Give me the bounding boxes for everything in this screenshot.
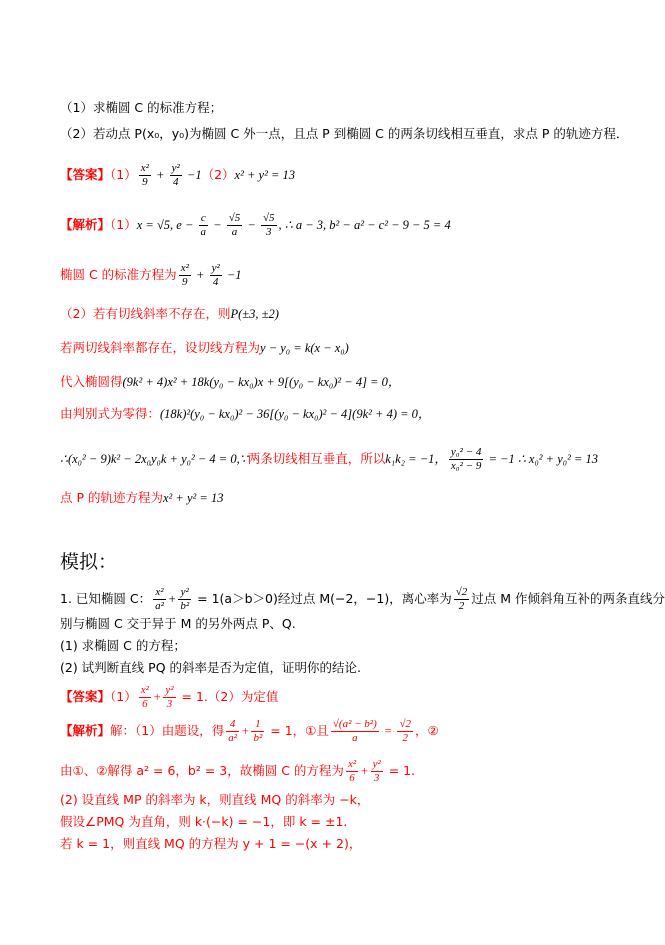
analysis-part-1: （1） xyxy=(110,217,137,232)
case-line: 若 k = 1，则直线 MQ 的方程为 y + 1 = −(x + 2)， xyxy=(60,836,362,851)
discriminant-text: 由判别式为零得： xyxy=(60,406,161,421)
answer-tag-2: 【答案】 xyxy=(60,689,111,704)
fraction-r5-a: $\frac{√5}{a}$ xyxy=(228,212,241,238)
locus-text: 点 P 的轨迹方程为 xyxy=(60,490,163,505)
answer-1-end: −1 xyxy=(183,168,202,182)
analysis-2-part-1: 解：（1）由题设，得 xyxy=(110,723,225,738)
fraction-y2-b2: $\frac{\text{y²}}{\text{b²}}$ xyxy=(180,586,190,612)
answer-line-1 xyxy=(60,162,608,189)
fraction-c-a: $\frac{c}{a}$ xyxy=(200,212,207,238)
perpendicular-text: 两条切线相互垂直，所以 xyxy=(247,451,386,466)
fraction-r5-3: $\frac{√5}{3}$ xyxy=(262,212,275,238)
fraction-r2-2: $\frac{√2}{2}$ xyxy=(455,586,468,612)
problem-2-condition: = 1(a＞b＞0)经过点 M(−2，−1)，离心率为 xyxy=(193,591,452,606)
analysis-2-part-b: = 1，①且 xyxy=(266,723,329,738)
slope-line: (2) 设直线 MP 的斜率为 k，则直线 MQ 的斜率为 −k， xyxy=(60,792,370,807)
fraction-4-a2: $\frac{4}{\text{a²}}$ xyxy=(228,718,238,744)
plus-sign: + xyxy=(152,168,168,182)
problem-2-line-1: 1. 已知椭圆 C： $\frac{\text{x²}}{\text{a²}}$ + $\frac{\text{y²}}{\text{b²}}$ = 1(a＞b＞0)经过点 M(−2，−1)，离心率为 $\frac{√2}{2}$ 过点 M 作倾斜角互补的两条直线分 xyxy=(60,586,665,612)
analysis-tag-2: 【解析】 xyxy=(60,723,111,738)
both-slope-line xyxy=(60,338,608,358)
locus-line xyxy=(60,488,608,508)
problem-2-q2: (2) 试判断直线 PQ 的斜率是否为定值，证明你的结论. xyxy=(60,660,361,675)
no-slope-line xyxy=(60,304,608,324)
fraction-x2-9: $\frac{\text{x²}}{9}$ xyxy=(140,162,149,188)
both-slope-text: 若两切线斜率都存在，设切线方程为 xyxy=(60,340,261,355)
fraction-locus: $\frac{\text{y₀² − 4}}{\text{x₀² − 9}}$ xyxy=(450,446,482,472)
std-label: 椭圆 C 的标准方程为 xyxy=(60,267,177,282)
question-1: （1）求椭圆 C 的标准方程； xyxy=(60,100,223,115)
substitute-equation: (9k² + 4)x² + 18k(y₀ − kx₀)x + 9[(y₀ − kx₀)² − 4] = 0， xyxy=(122,375,401,389)
minus-sign-2: − xyxy=(244,218,259,232)
fraction-y2-3: $\frac{\text{y²}}{3}$ xyxy=(165,684,174,710)
answer-part-2: （2） xyxy=(201,167,235,182)
problem-2-start: 1. 已知椭圆 C： xyxy=(60,591,152,606)
answer-tag: 【答案】 xyxy=(60,167,111,182)
analysis-tag: 【解析】 xyxy=(60,217,111,232)
problem-2-end: 过点 M 作倾斜角互补的两条直线分 xyxy=(471,591,665,606)
locus-equation: x² + y² = 13 xyxy=(163,491,224,505)
therefore-equation: ∴(x₀² − 9)k² − 2x₀y₀k + y₀² − 4 = 0,∵ xyxy=(60,452,248,466)
assume-line: 假设∠PMQ 为直角，则 k·(−k) = −1，即 k = ±1. xyxy=(60,814,348,829)
analysis-eq-a: x = √5, e − xyxy=(136,218,197,232)
solve-end: = 1. xyxy=(384,763,416,778)
fraction-x2-6-b: $\frac{\text{x²}}{6}$ xyxy=(347,758,357,784)
question-2: （2）若动点 P(x₀，y₀)为椭圆 C 外一点，且点 P 到椭圆 C 的两条切线相互垂直，求点 P 的轨迹方程． xyxy=(60,126,629,141)
standard-equation-line: 椭圆 C 的标准方程为 $\frac{\text{x²}}{9}$ + $\frac{\text{y²}}{4}$ −1 xyxy=(60,262,242,288)
substitute-line xyxy=(60,372,608,392)
problem-2-q1: (1) 求椭圆 C 的方程； xyxy=(60,638,186,653)
analysis-eq-d: , ∴ a − 3, b² − a² − c² − 9 − 5 = 4 xyxy=(278,218,451,232)
problem-2-line-2: 别与椭圆 C 交于异于 M 的另外两点 P、Q. xyxy=(60,616,296,631)
answer-2-equation: x² + y² = 13 xyxy=(234,168,296,182)
fraction-x2-6: $\frac{\text{x²}}{6}$ xyxy=(140,684,149,710)
substitute-text: 代入椭圆得 xyxy=(60,374,123,389)
section-title: 模拟： xyxy=(60,551,118,573)
solve-text: 由①、②解得 a² = 6，b² = 3，故椭圆 C 的方程为 xyxy=(60,763,344,778)
fraction-r2-2-b: $\frac{√2}{2}$ xyxy=(399,718,412,744)
perpendicular-equation: k₁k₂ = −1， xyxy=(385,452,447,466)
problem-2-answer: 【答案】（1） $\frac{\text{x²}}{6}$ + $\frac{\text{y²}}{3}$ = 1.（2）为定值 xyxy=(60,684,279,710)
answer-2-end: = 1.（2）为定值 xyxy=(177,689,279,704)
fraction-y2-3-b: $\frac{\text{y²}}{3}$ xyxy=(372,758,381,784)
std-end: −1 xyxy=(223,268,242,282)
fraction-y2-4: $\frac{\text{y²}}{4}$ xyxy=(171,162,180,188)
no-slope-point: P(±3, ±2) xyxy=(230,307,279,321)
analysis-line-1 xyxy=(60,212,608,239)
answer-part-1: （1） xyxy=(110,167,137,182)
analysis-2-part-d: ，② xyxy=(415,723,439,738)
tangent-equation: y − y₀ = k(x − x₀) xyxy=(260,341,349,355)
analysis-2-equals: = xyxy=(380,724,396,738)
discriminant-line xyxy=(60,404,608,424)
solve-line: 由①、②解得 a² = 6，b² = 3，故椭圆 C 的方程为 $\frac{\text{x²}}{6}$ + $\frac{\text{y²}}{3}$ = 1. xyxy=(60,758,416,784)
fraction-sqrt-ab: $\frac{\text{√(a² − b²)}}{a}$ xyxy=(332,718,377,744)
problem-2-analysis: 【解析】解：（1）由题设，得 $\frac{4}{\text{a²}}$ + $\frac{1}{\text{b²}}$ = 1，①且 $\frac{\text{√(a² − b²)}}{a}$ = $\frac{√2}{2}$ ，② xyxy=(60,718,439,744)
fraction-x2-a2: $\frac{\text{x²}}{\text{a²}}$ xyxy=(155,586,164,612)
perpendicular-end: = −1 ∴ x₀² + y₀² = 13 xyxy=(485,452,599,466)
discriminant-equation: (18k)²(y₀ − kx₀)² − 36[(y₀ − kx₀)² − 4](9k² + 4) = 0， xyxy=(160,407,431,421)
minus-sign: − xyxy=(210,218,225,232)
answer-2-part-1: （1） xyxy=(110,689,137,704)
fraction-1-b2: $\frac{1}{\text{b²}}$ xyxy=(253,718,263,744)
therefore-line xyxy=(60,446,608,473)
fraction-y2-4-b: $\frac{\text{y²}}{4}$ xyxy=(211,262,220,288)
no-slope-text: （2）若有切线斜率不存在，则 xyxy=(60,306,231,321)
fraction-x2-9-b: $\frac{\text{x²}}{9}$ xyxy=(180,262,189,288)
